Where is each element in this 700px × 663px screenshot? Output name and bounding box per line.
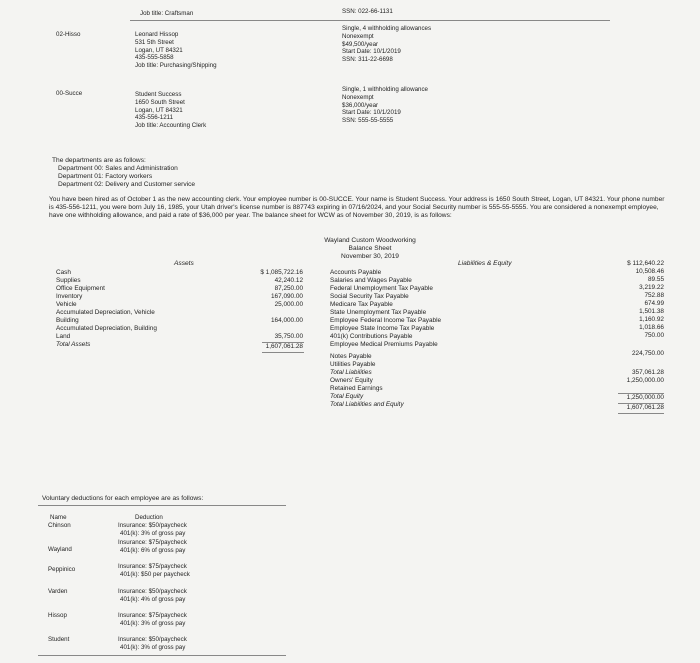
liability-label: Accounts Payable	[330, 269, 382, 276]
employee-start-date: Start Date: 10/1/2019	[342, 109, 401, 117]
liability-value: 750.00	[644, 332, 664, 339]
liability-label: Employee State Income Tax Payable	[330, 325, 435, 332]
deduction-employee-name: Varden	[48, 588, 68, 595]
retained-earnings-label: Retained Earnings	[330, 385, 383, 392]
departments-intro: The departments are as follows:	[52, 157, 146, 164]
liability-value: 3,219.22	[639, 284, 664, 291]
asset-label: Land	[56, 333, 71, 340]
deduction-401k: 401(k): 4% of gross pay	[120, 595, 186, 603]
deduction-401k: 401(k): 3% of gross pay	[120, 529, 186, 537]
ssn-top: SSN: 022-66-1131	[342, 8, 393, 15]
asset-label: Cash	[56, 269, 71, 276]
employee-withholding: Single, 4 withholding allowances	[342, 25, 432, 32]
deduction-employee-name: Hissop	[48, 612, 67, 619]
asset-label: Inventory	[56, 293, 83, 300]
total-equity-label: Total Equity	[330, 393, 364, 400]
liability-value: 1,018.66	[639, 324, 664, 331]
employee-name: Leonard Hissop	[135, 31, 179, 38]
employee-exempt-status: Nonexempt	[342, 32, 374, 40]
employee-withholding: Single, 1 withholding allowance	[342, 86, 428, 93]
asset-value: 87,250.00	[274, 285, 303, 292]
liability-value: 89.55	[648, 276, 664, 283]
department-item: Department 00: Sales and Administration	[58, 165, 178, 172]
liability-value: 1,501.38	[639, 308, 664, 315]
employee-info-left	[135, 31, 217, 70]
deduction-insurance: Insurance: $75/paycheck	[118, 612, 187, 619]
deduction-lines	[118, 563, 190, 579]
liability-label: Employee Federal Income Tax Payable	[330, 317, 442, 324]
grand-total-rule	[618, 413, 664, 414]
deduction-employee-name: Student	[48, 636, 70, 643]
liability-label: Salaries and Wages Payable	[330, 277, 412, 284]
assets-heading: Assets	[174, 260, 194, 267]
employee-exempt-status: Nonexempt	[342, 93, 374, 101]
total-liabilities-label: Total Liabilities	[330, 369, 372, 376]
employee-job-title: Job title: Accounting Clerk	[135, 122, 207, 130]
total-assets-value: 1,607,061.28	[265, 343, 303, 350]
utilities-payable-label: Utilities Payable	[330, 361, 376, 368]
employee-code: 00-Succe	[56, 90, 83, 97]
top-divider	[130, 20, 610, 21]
asset-label: Building	[56, 317, 79, 324]
total-liabilities-equity-value: 1,607,061.28	[626, 404, 664, 411]
liabilities-heading: Liabilities & Equity	[458, 260, 512, 267]
employee-job-title: Job title: Purchasing/Shipping	[135, 62, 217, 70]
employee-code: 02-Hisso	[56, 31, 81, 38]
employee-info-right	[342, 86, 428, 125]
asset-value: 164,000.00	[271, 317, 303, 324]
employee-name: Student Success	[135, 91, 182, 98]
employee-address: 531 5th Street	[135, 38, 174, 46]
job-title-craftsman: Job title: Craftsman	[140, 10, 194, 17]
total-liabilities-value: 357,061.28	[632, 369, 664, 376]
employee-city: Logan, UT 84321	[135, 46, 183, 54]
liability-label: State Unemployment Tax Payable	[330, 309, 427, 316]
asset-label: Vehicle	[56, 301, 77, 308]
deduction-401k: 401(k): 6% of gross pay	[120, 546, 186, 554]
asset-label: Accumulated Depreciation, Vehicle	[56, 309, 155, 316]
department-item: Department 01: Factory workers	[58, 173, 153, 180]
deductions-bottom-rule	[38, 655, 286, 656]
deduction-insurance: Insurance: $50/paycheck	[118, 588, 187, 595]
employee-ssn: SSN: 555-55-5555	[342, 117, 394, 125]
deduction-lines	[118, 539, 187, 555]
asset-label: Office Equipment	[56, 285, 105, 292]
liability-label: Medicare Tax Payable	[330, 301, 393, 308]
deduction-401k: 401(k): 3% of gross pay	[120, 619, 186, 627]
liability-value: 674.99	[644, 300, 664, 307]
assets-total-rule	[262, 352, 304, 353]
deductions-intro: Voluntary deductions for each employee are as follows:	[42, 495, 204, 502]
deduction-insurance: Insurance: $50/paycheck	[118, 636, 187, 643]
asset-value: 42,240.12	[274, 277, 303, 284]
liability-label: Social Security Tax Payable	[330, 293, 409, 300]
total-liabilities-equity-label: Total Liabilities and Equity	[330, 401, 404, 408]
notes-payable-value: 224,750.00	[632, 350, 664, 357]
balance-sheet-heading	[300, 237, 440, 261]
asset-value: 167,090.00	[271, 293, 303, 300]
deduction-employee-name: Chinson	[48, 522, 71, 529]
employee-info-right	[342, 25, 431, 64]
deduction-employee-name: Wayland	[48, 546, 72, 553]
employee-address: 1650 South Street	[135, 98, 185, 106]
deduction-lines	[118, 522, 187, 538]
employee-salary: $36,000/year	[342, 101, 379, 109]
deduction-lines	[118, 612, 187, 628]
deduction-insurance: Insurance: $50/paycheck	[118, 522, 187, 529]
deductions-header-deduction: Deduction	[135, 514, 163, 521]
deduction-401k: 401(k): 3% of gross pay	[120, 643, 186, 651]
deductions-header-name: Name	[50, 514, 67, 521]
owners-equity-value: 1,250,000.00	[626, 377, 664, 384]
employee-phone: 435-555-5858	[135, 54, 174, 62]
liability-label: 401(k) Contributions Payable	[330, 333, 413, 340]
liability-value: 752.88	[644, 292, 664, 299]
deduction-insurance: Insurance: $75/paycheck	[118, 563, 187, 570]
departments-block	[52, 157, 195, 189]
asset-label: Accumulated Depreciation, Building	[56, 325, 157, 332]
asset-label: Supplies	[56, 277, 81, 284]
total-equity-value: 1,250,000.00	[626, 394, 664, 401]
company-name: Wayland Custom Woodworking	[324, 237, 416, 244]
employee-salary: $49,500/year	[342, 40, 379, 48]
deduction-employee-name: Peppinico	[48, 566, 76, 573]
sheet-title: Balance Sheet	[348, 245, 392, 252]
deduction-401k: 401(k): $50 per paycheck	[120, 570, 190, 578]
employee-phone: 435-556-1211	[135, 114, 174, 122]
total-assets-label: Total Assets	[56, 341, 91, 348]
hire-paragraph: You have been hired as of October 1 as the new accounting clerk. Your employee number is 00-SUCCE. Your name is Student Success. Your address is 1650 South Street, Logan, UT 84321. Your phone number is 435-556-1211, you were born July 16, 1985, your Utah driver's license number is 887743 expiring in 07/16/2024, and your Social Security number is 555-55-5555. You are considered a nonexempt employee, have one withholding allowance, and paid a rate of $36,000 per year. The balance sheet for WCW as of November 30, 2019, is as follows:	[49, 196, 665, 219]
employee-info-left	[135, 91, 206, 130]
deduction-insurance: Insurance: $75/paycheck	[118, 539, 187, 546]
deductions-top-rule	[38, 505, 286, 506]
owners-equity-label: Owners' Equity	[330, 377, 373, 384]
deduction-lines	[118, 588, 187, 604]
notes-payable-label: Notes Payable	[330, 353, 372, 360]
deduction-lines	[118, 636, 187, 652]
department-item: Department 02: Delivery and Customer service	[58, 181, 196, 188]
asset-value: 25,000.00	[274, 301, 303, 308]
liability-value: $ 112,640.22	[627, 260, 664, 267]
asset-value: $ 1,085,722.16	[260, 269, 303, 276]
liability-label: Employee Medical Premiums Payable	[330, 341, 438, 348]
sheet-date: November 30, 2019	[341, 253, 399, 260]
employee-start-date: Start Date: 10/1/2019	[342, 48, 401, 56]
liability-label: Federal Unemployment Tax Payable	[330, 285, 433, 292]
employee-ssn: SSN: 311-22-6698	[342, 56, 393, 64]
employee-city: Logan, UT 84321	[135, 106, 183, 114]
liability-value: 1,160.92	[639, 316, 664, 323]
asset-value: 35,750.00	[274, 333, 303, 340]
liability-value: 10,508.46	[635, 268, 664, 275]
